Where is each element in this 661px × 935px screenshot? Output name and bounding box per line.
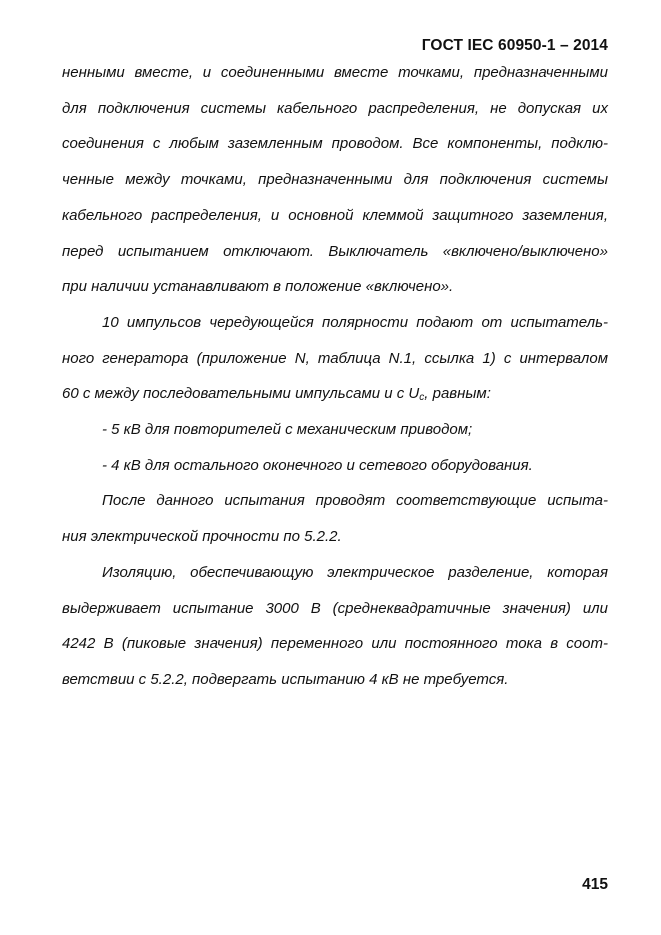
text-fragment: 60 с между последовательными импульсами и с U [62, 385, 420, 403]
text-line: 4242 В (пиковые значения) переменного или постоянного тока в соот- [62, 635, 608, 653]
page-number: 415 [582, 876, 608, 893]
text-line: ветствии с 5.2.2, подвергать испытанию 4 кВ не требуется. [62, 670, 509, 688]
text-line: ния электрической прочности по 5.2.2. [62, 528, 342, 546]
paragraph-6 [62, 555, 608, 698]
list-item: - 4 кВ для остального оконечного и сетевого оборудования. [102, 456, 533, 474]
text-line: соединения с любым заземленным проводом. Все компоненты, подклю- [62, 135, 608, 153]
text-line: перед испытанием отключают. Выключатель «включено/выключено» [62, 242, 608, 260]
text-line: ненными вместе, и соединенными вместе точками, предназначенными [62, 64, 608, 81]
text-line: кабельного распределения, и основной клеммой защитного заземления, [62, 206, 608, 224]
text-line: выдерживает испытание 3000 В (среднеквадратичные значения) или [62, 599, 608, 617]
paragraph-1 [62, 55, 608, 305]
text-line: ченные между точками, предназначенными для подключения системы [62, 171, 608, 189]
paragraph-3 [62, 412, 608, 448]
text-line: Изоляцию, обеспечивающую электрическое разделение, которая [102, 563, 608, 581]
text-line [62, 376, 608, 412]
document-header: ГОСТ IEC 60950-1 – 2014 [421, 37, 608, 54]
text-line: для подключения системы кабельного распределения, не допуская их [62, 99, 608, 117]
list-item: - 5 кВ для повторителей с механическим приводом; [102, 421, 473, 439]
body-text [62, 55, 608, 698]
paragraph-5 [62, 483, 608, 554]
text-line: 10 импульсов чередующейся полярности подают от испытатель- [102, 313, 608, 331]
paragraph-2 [62, 305, 608, 412]
text-line: ного генератора (приложение N, таблица N.1, ссылка 1) с интервалом [62, 349, 608, 367]
text-fragment: , равным: [424, 385, 491, 403]
paragraph-4 [62, 448, 608, 484]
subscript: c [419, 392, 425, 404]
text-line: После данного испытания проводят соответствующие испыта- [102, 492, 608, 510]
text-line: при наличии устанавливают в положение «включено». [62, 278, 454, 296]
